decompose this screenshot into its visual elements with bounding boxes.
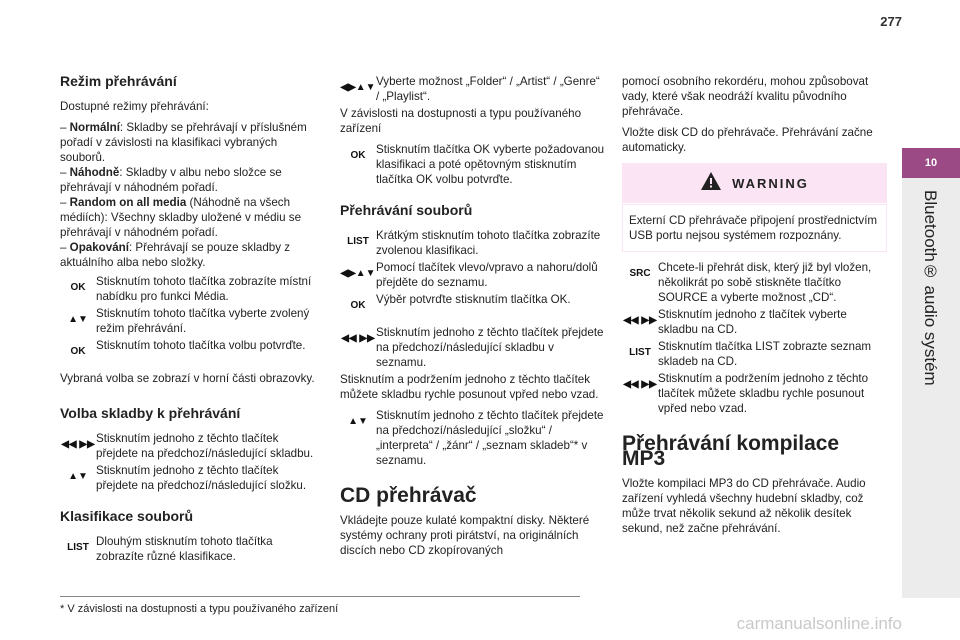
mode-item: – Random on all media (Náhodně na všech médiích): Všechny skladby uložené v médiu se přehrávají v náhodném pořadí.: [60, 196, 302, 239]
column-1: [60, 70, 322, 566]
step-row: ◀◀ ▶▶ Stisknutím jednoho z těchto tlačítek přejdete na předchozí/následující skladbu.: [61, 432, 314, 460]
heading-prehravani: Přehrávání souborů: [340, 202, 473, 218]
insert-note: Vložte disk CD do přehrávače. Přehrávání začne automaticky.: [622, 126, 873, 154]
step-row: ◀▶▲▼ Pomocí tlačítek vlevo/vpravo a nahoru/dolů přejděte do seznamu.: [340, 261, 598, 289]
modes-intro: Dostupné režimy přehrávání:: [60, 100, 209, 113]
step-row: LIST Stisknutím tlačítka LIST zobrazte seznam skladeb na CD.: [622, 339, 887, 369]
cd-text: Vkládejte pouze kulaté kompaktní disky. Některé systémy ochrany proti pirátství, na originálních discích nebo CD zkopírovaných: [340, 514, 590, 557]
list-button-icon: LIST: [67, 542, 89, 553]
heading-klasifikace: Klasifikace souborů: [60, 508, 194, 524]
seek-arrows-icon: ◀◀ ▶▶: [61, 439, 95, 450]
heading-rezim: Režim přehrávání: [60, 73, 177, 89]
mode-item: – Opakování: Přehrávají se pouze skladby z aktuálního alba nebo složky.: [60, 241, 291, 269]
step-row: OK Stisknutím tlačítka OK vyberte požadovanou klasifikaci a poté opětovným stisknutím tlačítka OK volbu potvrďte.: [340, 142, 605, 187]
warning-title: WARNING: [732, 175, 809, 191]
hold-note: Stisknutím a podržením jednoho z těchto tlačítek můžete skladbu rychle posunout vpřed nebo vzad.: [340, 373, 599, 401]
step-row: SRC Chcete-li přehrát disk, který již byl vložen, několikrát po sobě stiskněte tlačítko SOURCE a vyberte možnost „CD“.: [622, 260, 887, 305]
heading-volba: Volba skladby k přehrávání: [60, 405, 241, 421]
ok-button-icon: OK: [70, 346, 86, 357]
step-row: LIST Dlouhým stisknutím tohoto tlačítka zobrazíte různé klasifikace.: [60, 534, 322, 564]
mode-item: – Náhodně: Skladby v albu nebo složce se přehrávají v náhodném pořadí.: [60, 166, 282, 194]
step-row: ◀◀ ▶▶ Stisknutím a podržením jednoho z těchto tlačítek můžete skladbu rychle posunout vpřed nebo vzad.: [623, 372, 869, 415]
depends-note: V závislosti na dostupnosti a typu používaného zařízení: [340, 107, 582, 135]
mp3-text: Vložte kompilaci MP3 do CD přehrávače. Audio zařízení vyhledá všechny hudební skladby, což může trvat několik sekund až několik desítek sekund, než začne přehrávání.: [622, 477, 866, 535]
step-row: ▲▼ Stisknutím tohoto tlačítka vyberte zvolený režim přehrávání.: [60, 306, 322, 336]
cd-text-cont: pomocí osobního rekordéru, mohou způsobovat vady, které však neodráží kvalitu původního přehrávače.: [622, 75, 869, 118]
heading-mp3: Přehrávání kompilace MP3: [622, 432, 840, 470]
ok-button-icon: OK: [350, 150, 366, 161]
source-button-icon: SRC: [629, 268, 651, 279]
up-down-arrows-icon: ▲▼: [68, 314, 88, 325]
warning-box: [622, 163, 887, 252]
direction-arrows-icon: ◀▶▲▼: [340, 268, 376, 279]
chapter-tab: 10: [902, 148, 960, 178]
step-row: OK Výběr potvrďte stisknutím tlačítka OK.: [340, 292, 605, 313]
step-row: OK Stisknutím tohoto tlačítka volbu potvrďte.: [60, 338, 322, 359]
seek-arrows-icon: ◀◀ ▶▶: [623, 315, 657, 326]
warning-triangle-icon: [700, 171, 722, 195]
up-down-arrows-icon: ▲▼: [68, 471, 88, 482]
step-row: OK Stisknutím tohoto tlačítka zobrazíte místní nabídku pro funkci Média.: [60, 274, 322, 304]
step-row: ◀▶▲▼ Vyberte možnost „Folder“ / „Artist“ / „Genre“ / „Playlist“.: [340, 75, 600, 103]
direction-arrows-icon: ◀▶▲▼: [340, 82, 376, 93]
seek-arrows-icon: ◀◀ ▶▶: [623, 379, 657, 390]
step-row: ▲▼ Stisknutím jednoho z těchto tlačítek přejdete na předchozí/následující „složku“ / „interpreta“ / „žánr“ / „seznam skladeb“* v seznamu.: [340, 408, 605, 468]
warning-text: Externí CD přehrávače připojení prostřednictvím USB portu nejsou systémem rozpoznány.: [622, 204, 887, 252]
selected-note: Vybraná volba se zobrazí v horní části obrazovky.: [60, 372, 315, 385]
chapter-title: Bluetooth® audio systém: [921, 190, 940, 386]
watermark: carmanualsonline.info: [736, 614, 902, 633]
column-2: [340, 74, 605, 564]
step-row: ▲▼ Stisknutím jednoho z těchto tlačítek přejdete na předchozí/následující složku.: [60, 463, 322, 493]
ok-button-icon: OK: [70, 282, 86, 293]
heading-cd: CD přehrávač: [340, 484, 477, 507]
step-row: ◀◀ ▶▶ Stisknutím jednoho z těchto tlačítek přejdete na předchozí/následující skladbu v seznamu.: [341, 326, 604, 369]
up-down-arrows-icon: ▲▼: [348, 416, 368, 427]
mode-item: – Normální: Skladby se přehrávají v příslušném pořadí v závislosti na klasifikaci vybraných souborů.: [60, 121, 307, 164]
step-row: LIST Krátkým stisknutím tohoto tlačítka zobrazíte zvolenou klasifikaci.: [340, 228, 605, 258]
ok-button-icon: OK: [350, 300, 366, 311]
column-3: [622, 74, 887, 542]
footnote: * V závislosti na dostupnosti a typu používaného zařízení: [60, 596, 580, 615]
seek-arrows-icon: ◀◀ ▶▶: [341, 333, 375, 344]
list-button-icon: LIST: [629, 347, 651, 358]
step-row: ◀◀ ▶▶ Stisknutím jednoho z tlačítek vyberte skladbu na CD.: [623, 308, 847, 336]
list-button-icon: LIST: [347, 236, 369, 247]
page-number: 277: [880, 14, 902, 29]
